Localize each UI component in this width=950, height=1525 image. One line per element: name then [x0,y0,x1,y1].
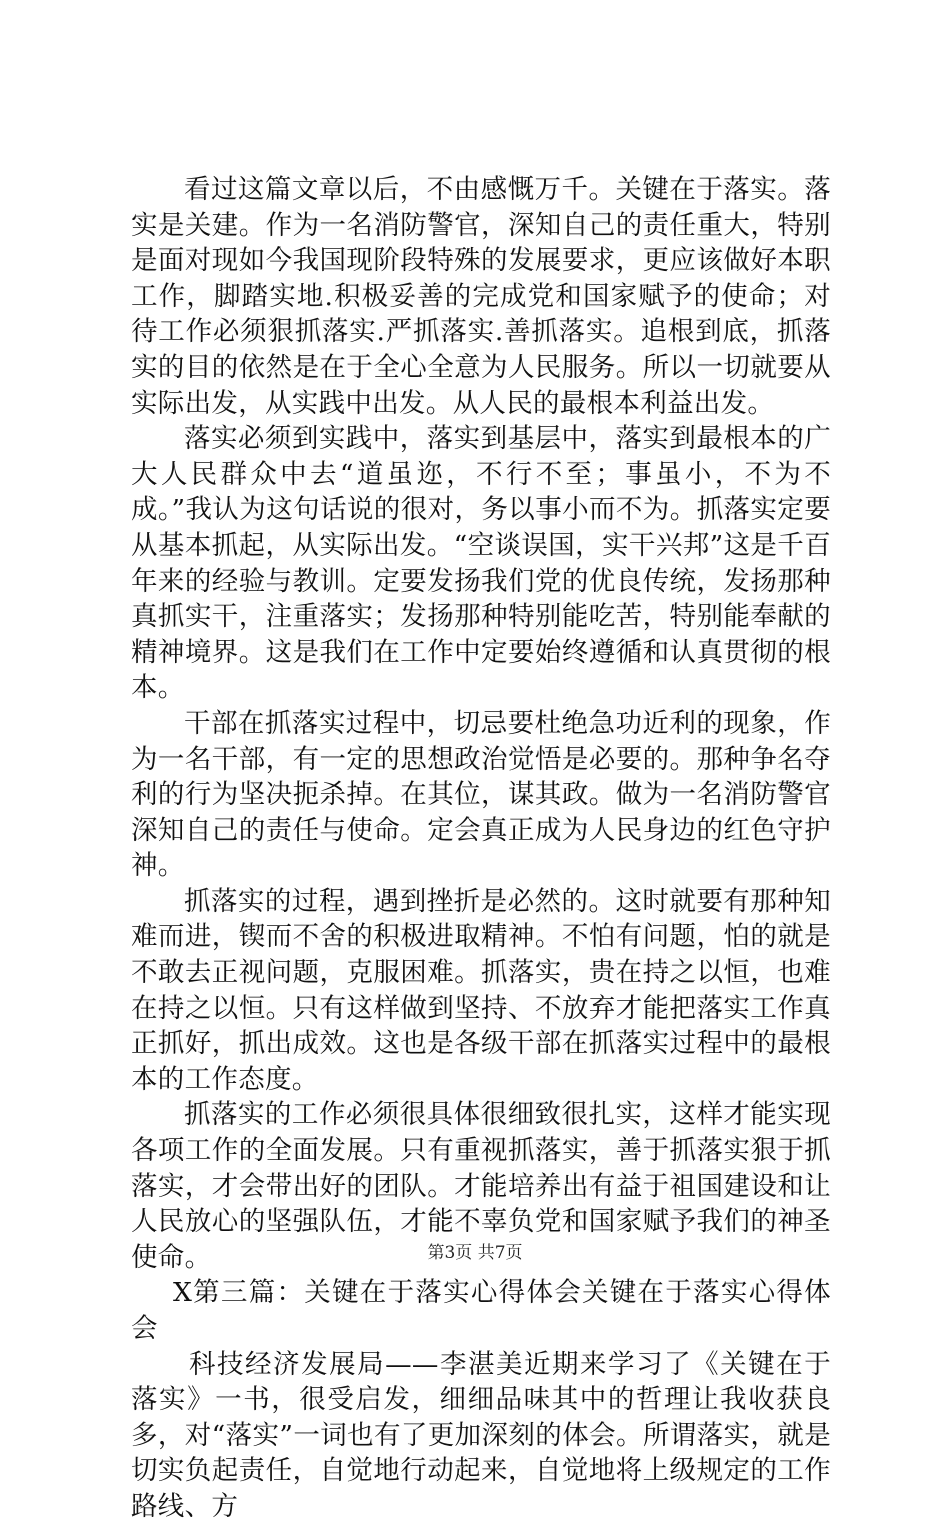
paragraph-5: 抓落实的工作必须很具体很细致很扎实，这样才能实现各项工作的全面发展。只有重视抓落实，善于抓落实狠于抓落实，才会带出好的团队。才能培养出有益于祖国建设和让人民放心的坚强队伍，才能不辜负党和国家赋予我们的神圣使命。 [131,1099,831,1273]
section-heading: X第三篇：关键在于落实心得体会关键在于落实心得体会 [131,1277,831,1344]
paragraph-6: 科技经济发展局——李湛美近期来学习了《关键在于落实》一书，很受启发，细细品味其中的哲理让我收获良多，对“落实”一词也有了更加深刻的体会。所谓落实，就是切实负起责任，自觉地行动起来，自觉地将上级规定的工作路线、方 [131,1348,831,1522]
document-body [131,172,831,1525]
paragraph-4: 抓落实的过程，遇到挫折是必然的。这时就要有那种知难而进，锲而不舍的积极进取精神。不怕有问题，怕的就是不敢去正视问题，克服困难。抓落实，贵在持之以恒，也难在持之以恒。只有这样做到坚持、不放弃才能把落实工作真正抓好，抓出成效。这也是各级干部在抓落实过程中的最根本的工作态度。 [131,885,831,1095]
paragraph-3: 干部在抓落实过程中，切忌要杜绝急功近利的现象，作为一名干部，有一定的思想政治觉悟是必要的。那种争名夺利的行为坚决扼杀掉。在其位，谋其政。做为一名消防警官深知自己的责任与使命。定会真正成为人民身边的红色守护神。 [131,707,831,882]
page-number-footer: 第3页 共7页 [427,1243,523,1263]
paragraph-1: 看过这篇文章以后，不由感慨万千。关键在于落实。落实是关建。作为一名消防警官，深知自己的责任重大，特别是面对现如今我国现阶段特殊的发展要求，更应该做好本职工作，脚踏实地.积极妥善的完成党和国家赋予的使命；对待工作必须狠抓落实.严抓落实.善抓落实。追根到底，抓落实的目的依然是在于全心全意为人民服务。所以一切就要从实际出发，从实践中出发。从人民的最根本利益出发。 [131,174,831,419]
paragraph-2: 落实必须到实践中，落实到基层中，落实到最根本的广大人民群众中去“道虽迩，不行不至；事虽小，不为不成。”我认为这句话说的很对，务以事小而不为。抓落实定要从基本抓起，从实际出发。“空谈误国，实干兴邦”这是千百年来的经验与教训。定要发扬我们党的优良传统，发扬那种真抓实干，注重落实；发扬那种特别能吃苦，特别能奉献的精神境界。这是我们在工作中定要始终遵循和认真贯彻的根本。 [131,423,831,704]
